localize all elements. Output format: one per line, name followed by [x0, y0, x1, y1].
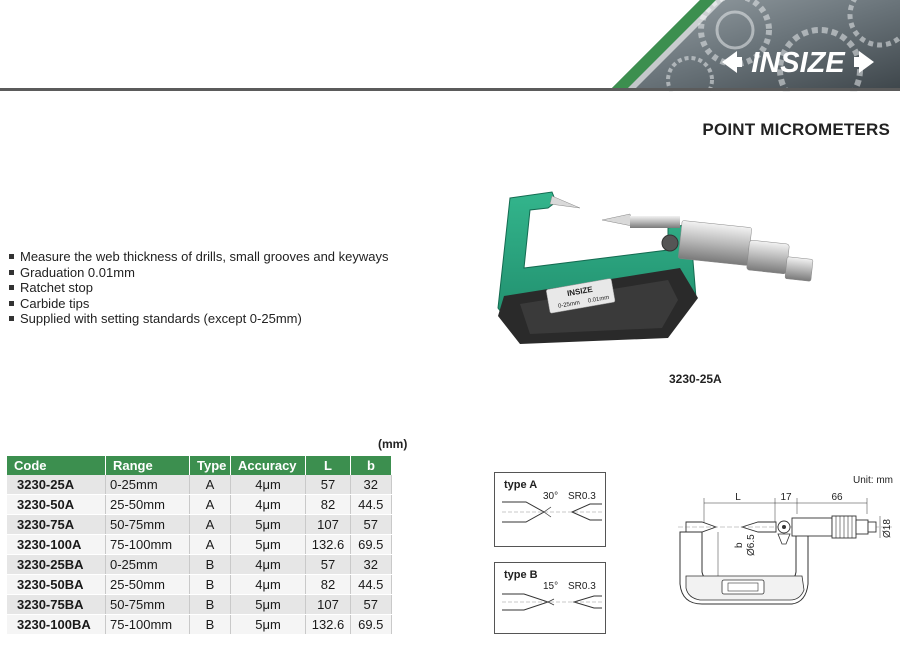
product-photo: [490, 188, 830, 358]
cell-accuracy: 4μm: [231, 495, 306, 515]
type-a-diagram: [494, 472, 606, 547]
cell-range: 25-50mm: [106, 575, 190, 595]
feature-list: [8, 249, 389, 327]
cell-b: 44.5: [351, 495, 392, 515]
header-divider: [0, 88, 900, 91]
cell-l: 107: [306, 595, 351, 615]
cell-l: 132.6: [306, 615, 351, 635]
col-header: Range: [106, 456, 190, 475]
cell-type: B: [190, 575, 231, 595]
cell-type: A: [190, 475, 231, 495]
cell-l: 132.6: [306, 535, 351, 555]
svg-text:0-25mm: 0-25mm: [557, 300, 581, 310]
cell-code: 3230-100A: [7, 535, 106, 555]
feature-item: Supplied with setting standards (except 0-25mm): [8, 311, 389, 327]
feature-item: Ratchet stop: [8, 280, 389, 296]
table-row: [7, 475, 391, 495]
cell-type: A: [190, 535, 231, 555]
svg-text:INSIZE: INSIZE: [566, 284, 594, 299]
cell-l: 57: [306, 555, 351, 575]
dim-17: 17: [780, 492, 792, 503]
cell-b: 57: [351, 595, 392, 615]
table-row: [7, 575, 391, 595]
cell-type: B: [190, 615, 231, 635]
cell-l: 107: [306, 515, 351, 535]
cell-code: 3230-100BA: [7, 615, 106, 635]
table-row: [7, 495, 391, 515]
cell-b: 57: [351, 515, 392, 535]
col-header: L: [306, 456, 351, 475]
cell-l: 82: [306, 495, 351, 515]
cell-code: 3230-75A: [7, 515, 106, 535]
unit-label: Unit: mm: [853, 475, 893, 486]
dim-66: 66: [831, 492, 843, 503]
svg-text:0.01mm: 0.01mm: [587, 294, 610, 305]
cell-range: 0-25mm: [106, 555, 190, 575]
type-b-diagram: [494, 562, 606, 634]
cell-range: 0-25mm: [106, 475, 190, 495]
cell-l: 57: [306, 475, 351, 495]
cell-range: 75-100mm: [106, 535, 190, 555]
cell-b: 32: [351, 475, 392, 495]
cell-type: A: [190, 515, 231, 535]
type-b-label: type B: [504, 569, 538, 581]
cell-range: 75-100mm: [106, 615, 190, 635]
col-header: Type: [190, 456, 231, 475]
table-row: [7, 555, 391, 575]
table-unit: (mm): [378, 437, 408, 451]
type-a-label: type A: [504, 479, 538, 491]
cell-accuracy: 5μm: [231, 535, 306, 555]
feature-item: Carbide tips: [8, 296, 389, 312]
cell-range: 50-75mm: [106, 515, 190, 535]
col-header: Accuracy: [231, 456, 306, 475]
col-header: b: [351, 456, 392, 475]
table-header-row: [7, 456, 391, 475]
table-row: [7, 615, 391, 635]
cell-code: 3230-25BA: [7, 555, 106, 575]
cell-code: 3230-75BA: [7, 595, 106, 615]
type-b-angle: 15°: [543, 581, 559, 592]
dim-d65: Ø6.5: [746, 534, 757, 556]
cell-b: 32: [351, 555, 392, 575]
feature-item: Measure the web thickness of drills, small grooves and keyways: [8, 249, 389, 265]
cell-type: A: [190, 495, 231, 515]
cell-range: 50-75mm: [106, 595, 190, 615]
cell-type: B: [190, 595, 231, 615]
cell-b: 69.5: [351, 615, 392, 635]
table-row: [7, 515, 391, 535]
page-title: POINT MICROMETERS: [702, 120, 890, 139]
header-banner: [0, 0, 900, 92]
cell-code: 3230-50BA: [7, 575, 106, 595]
dim-b: b: [734, 542, 745, 548]
dim-l: L: [735, 492, 741, 503]
cell-accuracy: 4μm: [231, 575, 306, 595]
spec-table: [7, 456, 392, 635]
table-row: [7, 595, 391, 615]
col-header: Code: [7, 456, 106, 475]
photo-caption: 3230-25A: [669, 372, 722, 386]
cell-b: 69.5: [351, 535, 392, 555]
type-a-angle: 30°: [543, 491, 559, 502]
type-b-radius: SR0.3: [568, 581, 596, 592]
feature-item: Graduation 0.01mm: [8, 265, 389, 281]
cell-accuracy: 5μm: [231, 515, 306, 535]
cell-accuracy: 4μm: [231, 475, 306, 495]
type-a-radius: SR0.3: [568, 491, 596, 502]
dim-d18: Ø18: [882, 519, 893, 538]
cell-accuracy: 4μm: [231, 555, 306, 575]
cell-b: 44.5: [351, 575, 392, 595]
cell-accuracy: 5μm: [231, 615, 306, 635]
cell-code: 3230-50A: [7, 495, 106, 515]
cell-type: B: [190, 555, 231, 575]
table-row: [7, 535, 391, 555]
cell-range: 25-50mm: [106, 495, 190, 515]
cell-code: 3230-25A: [7, 475, 106, 495]
cell-accuracy: 5μm: [231, 595, 306, 615]
technical-drawing: [672, 472, 896, 612]
svg-text:INSIZE: INSIZE: [751, 47, 845, 79]
cell-l: 82: [306, 575, 351, 595]
